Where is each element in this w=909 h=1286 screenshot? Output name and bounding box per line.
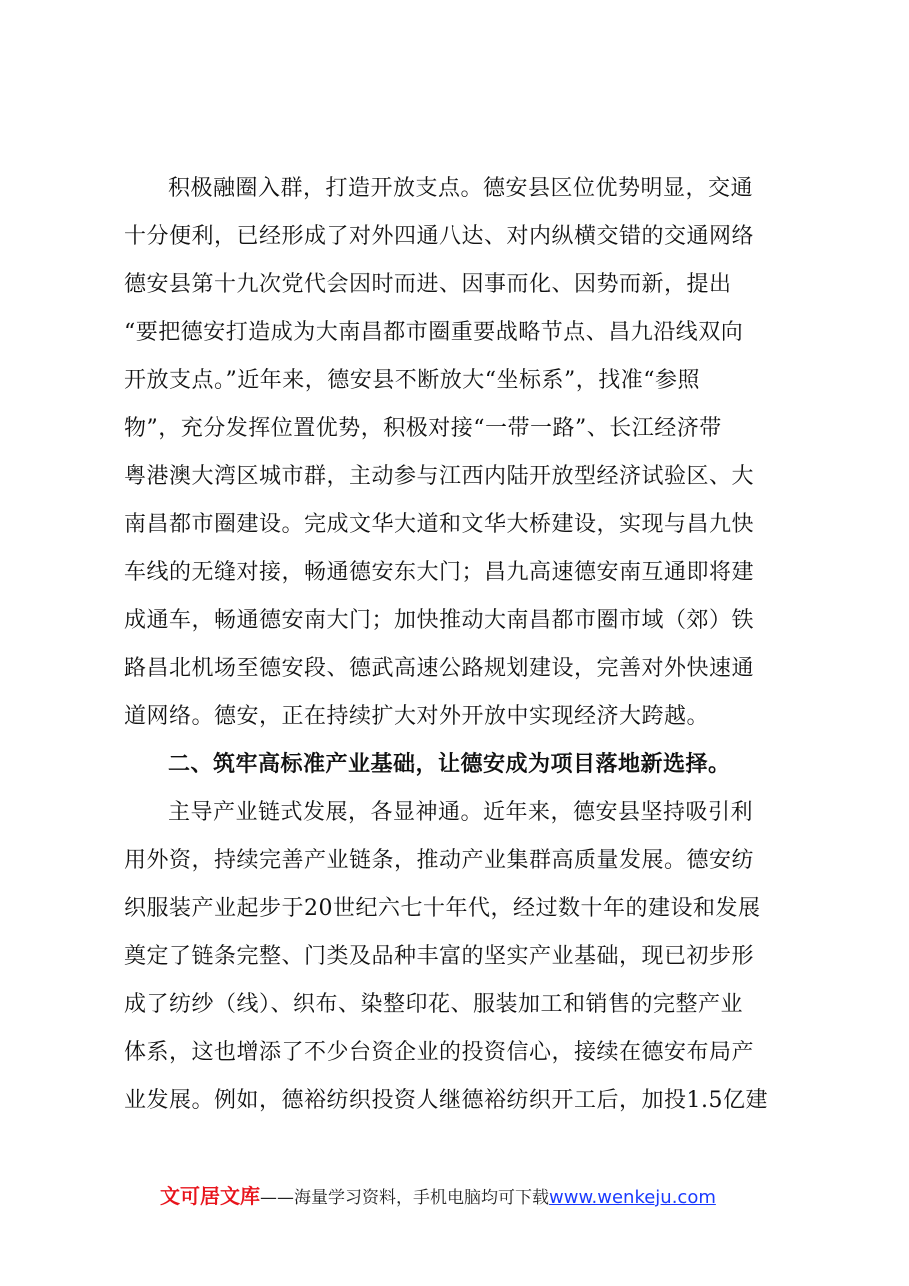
paragraph-line: 路昌北机场至德安段、德武高速公路规划建设，完善对外快速通 xyxy=(124,656,755,681)
footer-url-link[interactable]: www.wenkeju.com xyxy=(549,1187,716,1208)
paragraph-line: 体系，这也增添了不少台资企业的投资信心，接续在德安布局产 xyxy=(124,1040,755,1065)
paragraph-line: 粤港澳大湾区城市群，主动参与江西内陆开放型经济试验区、大 xyxy=(124,464,755,489)
footer-tagline: ——海量学习资料，手机电脑均可下载 xyxy=(260,1188,549,1208)
paragraph-line: 成了纺纱（线）、织布、染整印花、服装加工和销售的完整产业 xyxy=(124,992,744,1017)
footer-brand: 文可居文库 xyxy=(160,1184,260,1208)
section-heading: 二、筑牢高标准产业基础，让德安成为项目落地新选择。 xyxy=(168,752,731,777)
paragraph-line: 物”，充分发挥位置优势，积极对接“一带一路”、长江经济带 xyxy=(124,416,722,441)
paragraph-line: 用外资，持续完善产业链条，推动产业集群高质量发展。德安纺 xyxy=(124,848,755,873)
paragraph-line: 德安县第十九次党代会因时而进、因事而化、因势而新，提出 xyxy=(124,272,732,297)
paragraph-line: 南昌都市圈建设。完成文华大道和文华大桥建设，实现与昌九快 xyxy=(124,512,755,537)
paragraph-line: 道网络。德安，正在持续扩大对外开放中实现经济大跨越。 xyxy=(124,704,710,729)
paragraph-line: 车线的无缝对接，畅通德安东大门；昌九高速德安南互通即将建 xyxy=(124,560,755,585)
footer-banner xyxy=(160,1180,860,1212)
document-body xyxy=(124,165,824,1125)
paragraph-line: 开放支点。”近年来，德安县不断放大“坐标系”，找准“参照 xyxy=(124,368,700,393)
paragraph-line: 主导产业链式发展，各显神通。近年来，德安县坚持吸引利 xyxy=(168,800,754,825)
paragraph-line: 织服装产业起步于20世纪六七十年代，经过数十年的建设和发展 xyxy=(124,896,761,921)
paragraph-line: 奠定了链条完整、门类及品种丰富的坚实产业基础，现已初步形 xyxy=(124,944,755,969)
paragraph-line: 成通车，畅通德安南大门；加快推动大南昌都市圈市域（郊）铁 xyxy=(124,608,755,633)
paragraph-line: “要把德安打造成为大南昌都市圈重要战略节点、昌九沿线双向 xyxy=(124,320,744,345)
paragraph-line: 积极融圈入群，打造开放支点。德安县区位优势明显，交通 xyxy=(168,176,754,201)
paragraph-line: 十分便利，已经形成了对外四通八达、对内纵横交错的交通网络 xyxy=(124,224,755,249)
paragraph-line: 业发展。例如，德裕纺织投资人继德裕纺织开工后，加投1.5亿建 xyxy=(124,1088,768,1113)
